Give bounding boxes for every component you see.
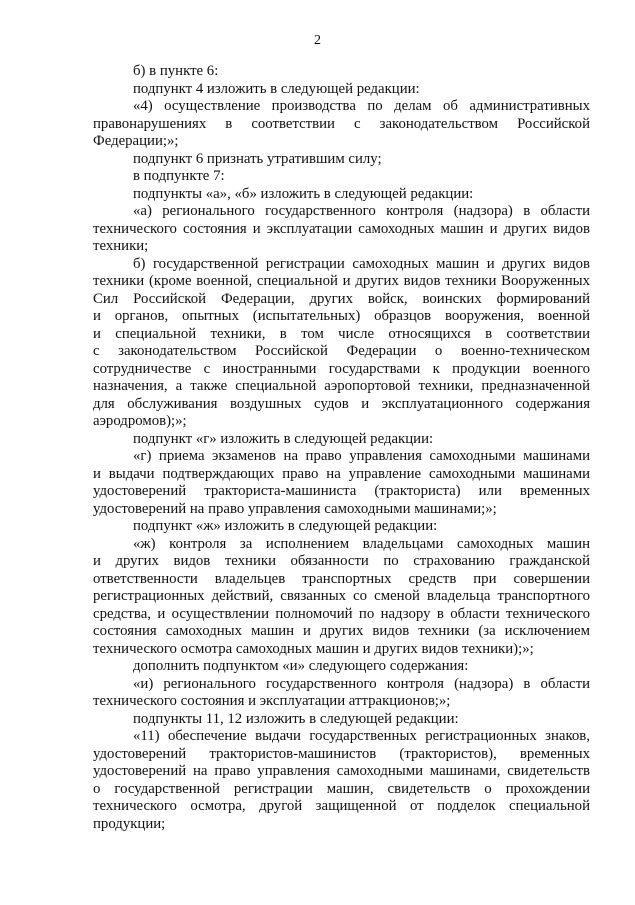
text-line: подпункт 6 признать утратившим силу; <box>133 150 382 167</box>
page-number: 2 <box>314 33 321 48</box>
text-line: «ж) контроля за исполнением владельцами самоходных машин <box>133 535 590 552</box>
text-line: подпункт «г» изложить в следующей редакции: <box>133 430 434 447</box>
text-line: «а) регионального государственного контроля (надзора) в области <box>133 203 590 219</box>
text-line: ответственности владельцев транспортных средств при совершении <box>93 570 590 587</box>
text-line: дополнить подпунктом «и» следующего содержания: <box>133 658 469 674</box>
text-line: о государственной регистрации машин, свидетельств о прохождении <box>93 780 590 797</box>
text-line: с законодательством Российской Федерации о военно-техническом <box>93 343 590 359</box>
text-line: технического осмотра самоходных машин и других видов техники);»; <box>93 640 534 657</box>
text-line: технического состояния и эксплуатации самоходных машин и других видов <box>93 220 590 237</box>
text-line: в подпункте 7: <box>133 168 225 184</box>
text-line: удостоверений на право управления самоходными машинами, свидетельств <box>93 763 590 779</box>
text-line: технического осмотра, другой защищенной от подделок специальной <box>93 798 590 814</box>
text-line: подпункт «ж» изложить в следующей редакции: <box>133 518 438 534</box>
document-body <box>93 63 590 833</box>
text-line: удостоверений тракториста-машиниста (тракториста) или временных <box>93 483 590 499</box>
text-line: и специальной техники, в том числе относящихся в соответствии <box>93 325 590 342</box>
text-line: назначения, а также специальной аэропортовой техники, предназначенной <box>93 378 590 394</box>
text-line: продукции; <box>93 815 166 832</box>
text-line: Сил Российской Федерации, других войск, воинских формирований <box>93 290 590 307</box>
text-line: подпункты «а», «б» изложить в следующей редакции: <box>133 185 474 202</box>
text-line: подпункты 11, 12 изложить в следующей редакции: <box>133 710 459 727</box>
text-line: состояния самоходных машин и других видов техники (за исключением <box>93 623 590 639</box>
text-line: аэродромов);»; <box>93 413 187 429</box>
text-line: и органов, опытных (испытательных) образцов вооружения, военной <box>93 308 590 324</box>
text-line: «г) приема экзаменов на право управления самоходными машинами <box>133 448 590 464</box>
text-line: б) государственной регистрации самоходных машин и других видов <box>133 255 590 272</box>
text-line: удостоверений на право управления самоходными машинами;»; <box>93 500 497 517</box>
text-line: технического состояния и эксплуатации аттракционов;»; <box>93 693 451 709</box>
text-line: техники; <box>93 238 149 254</box>
text-line: правонарушениях в соответствии с законодательством Российской <box>93 115 590 132</box>
text-line: регистрационных действий, связанных со сменой владельца транспортного <box>93 588 590 604</box>
text-line: и других видов техники обязанности по страхованию гражданской <box>93 553 590 569</box>
text-line: и выдачи подтверждающих право на управление самоходными машинами <box>93 465 590 482</box>
text-line: для обслуживания воздушных судов и эксплуатационного содержания <box>93 395 590 412</box>
text-line: техники (кроме военной, специальной и других видов техники Вооруженных <box>93 273 590 289</box>
text-line: Федерации;»; <box>93 133 179 149</box>
text-line: «и) регионального государственного контроля (надзора) в области <box>133 675 590 692</box>
text-line: подпункт 4 изложить в следующей редакции: <box>133 80 420 97</box>
text-line: средства, и осуществлении полномочий по надзору в области технического <box>93 605 590 622</box>
text-line: «11) обеспечение выдачи государственных регистрационных знаков, <box>133 728 590 744</box>
text-line: «4) осуществление производства по делам об административных <box>133 98 590 114</box>
text-line: б) в пункте 6: <box>133 63 219 79</box>
text-line: сотрудничестве с иностранными государствами к продукции военного <box>93 360 590 377</box>
text-line: удостоверений трактористов-машинистов (трактористов), временных <box>93 745 590 762</box>
